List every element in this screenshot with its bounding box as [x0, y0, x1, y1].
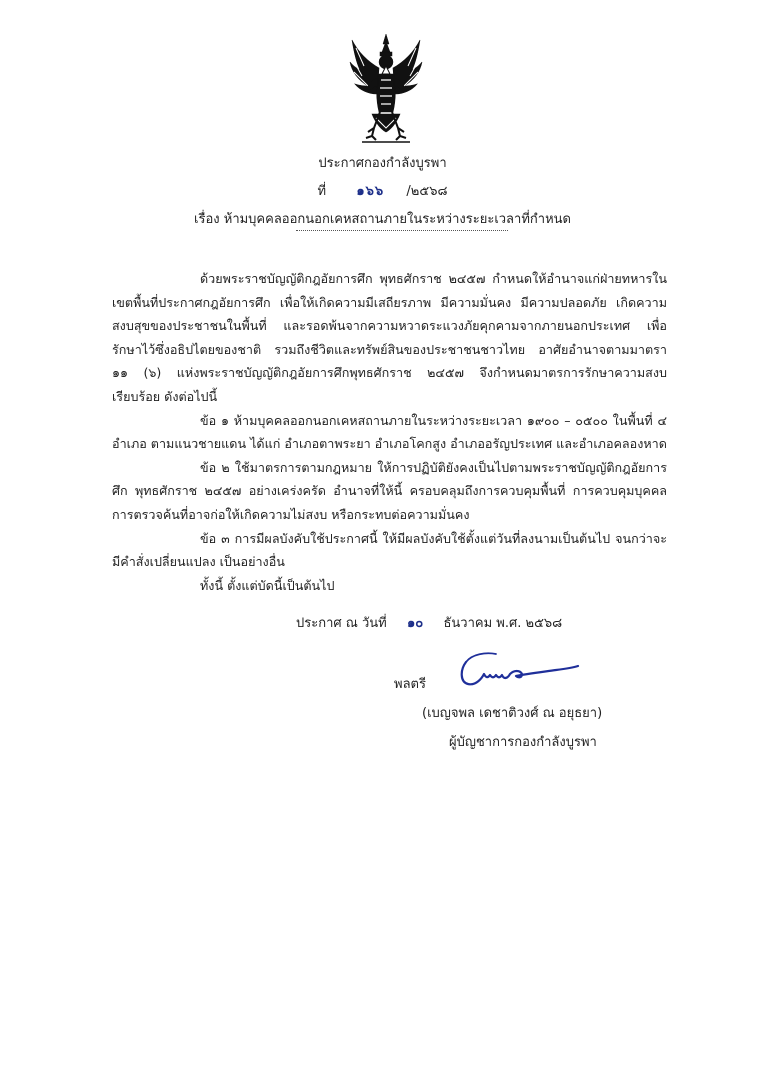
signer-rank: พลตรี: [394, 677, 426, 692]
announcement-date: [296, 612, 562, 633]
signature-icon: [456, 648, 580, 692]
intro-paragraph: ด้วยพระราชบัญญัติกฎอัยการศึก พุทธศักราช ๒๔๕๗ กำหนดให้อำนาจแก่ฝ่ายทหารในเขตพื้นที่ประกาศกฎอัยการศึก เพื่อให้เกิดความมีเสถียรภาพ มีความมั่นคง มีความปลอดภัย เกิดความสงบสุขของประชาชนในพื้นที่ และรอดพ้นจากความหวาดระแวงภัยคุกคามจากภายนอกประเทศ เพื่อรักษาไว้ซึ่งอธิปไตยของชาติ รวมถึงชีวิตและทรัพย์สินของประชาชนชาวไทย อาศัยอำนาจตามมาตรา ๑๑ (๖) แห่งพระราชบัญญัติกฎอัยการศึกพุทธศักราช ๒๔๕๗ จึงกำหนดมาตรการรักษาความสงบเรียบร้อย ดังต่อไปนี้: [112, 271, 667, 404]
number-value: ๑๖๖: [356, 184, 385, 199]
clause-2: ข้อ ๒ ใช้มาตรการตามกฎหมาย ให้การปฏิบัติยังคงเป็นไปตามพระราชบัญญัติกฎอัยการศึก พุทธศักราช ๒๔๕๗ อย่างเคร่งครัด อำนาจที่ให้นี้ ครอบคลุมถึงการควบคุมพื้นที่ การควบคุมบุคคล การตรวจค้นที่อาจก่อให้เกิดความไม่สงบ หรือกระทบต่อความมั่นคง: [112, 459, 667, 522]
date-day: ๑๐: [407, 616, 424, 631]
announcement-subject: เรื่อง ห้ามบุคคลออกนอกเคหสถานภายในระหว่างระยะเวลาที่กำหนด: [194, 212, 571, 227]
signer-position: ผู้บัญชาการกองกำลังบูรพา: [449, 735, 597, 750]
announcement-body: [112, 267, 667, 597]
date-prefix: ประกาศ ณ วันที่: [296, 616, 387, 631]
number-prefix: ที่: [317, 184, 327, 199]
number-year: /๒๕๖๘: [406, 184, 448, 199]
date-rest: ธันวาคม พ.ศ. ๒๕๖๘: [443, 616, 563, 631]
dotted-divider: [296, 230, 508, 232]
closing-line: ทั้งนี้ ตั้งแต่บัดนี้เป็นต้นไป: [200, 577, 335, 593]
garuda-emblem-icon: [346, 32, 426, 146]
clause-3: ข้อ ๓ การมีผลบังคับใช้ประกาศนี้ ให้มีผลบังคับใช้ตั้งแต่วันที่ลงนามเป็นต้นไป จนกว่าจะมีคำสั่งเปลี่ยนแปลง เป็นอย่างอื่น: [112, 530, 667, 570]
announcement-title: ประกาศกองกำลังบูรพา: [318, 156, 447, 171]
clause-1: ข้อ ๑ ห้ามบุคคลออกนอกเคหสถานภายในระหว่างระยะเวลา ๑๙๐๐ – ๐๕๐๐ ในพื้นที่ ๔ อำเภอ ตามแนวชายแดน ได้แก่ อำเภอตาพระยา อำเภอโคกสูง อำเภออรัญประเทศ และอำเภอคลองหาด: [112, 412, 667, 452]
signer-name: (เบญจพล เดชาติวงศ์ ณ อยุธยา): [422, 706, 603, 721]
document-number: [0, 180, 765, 201]
